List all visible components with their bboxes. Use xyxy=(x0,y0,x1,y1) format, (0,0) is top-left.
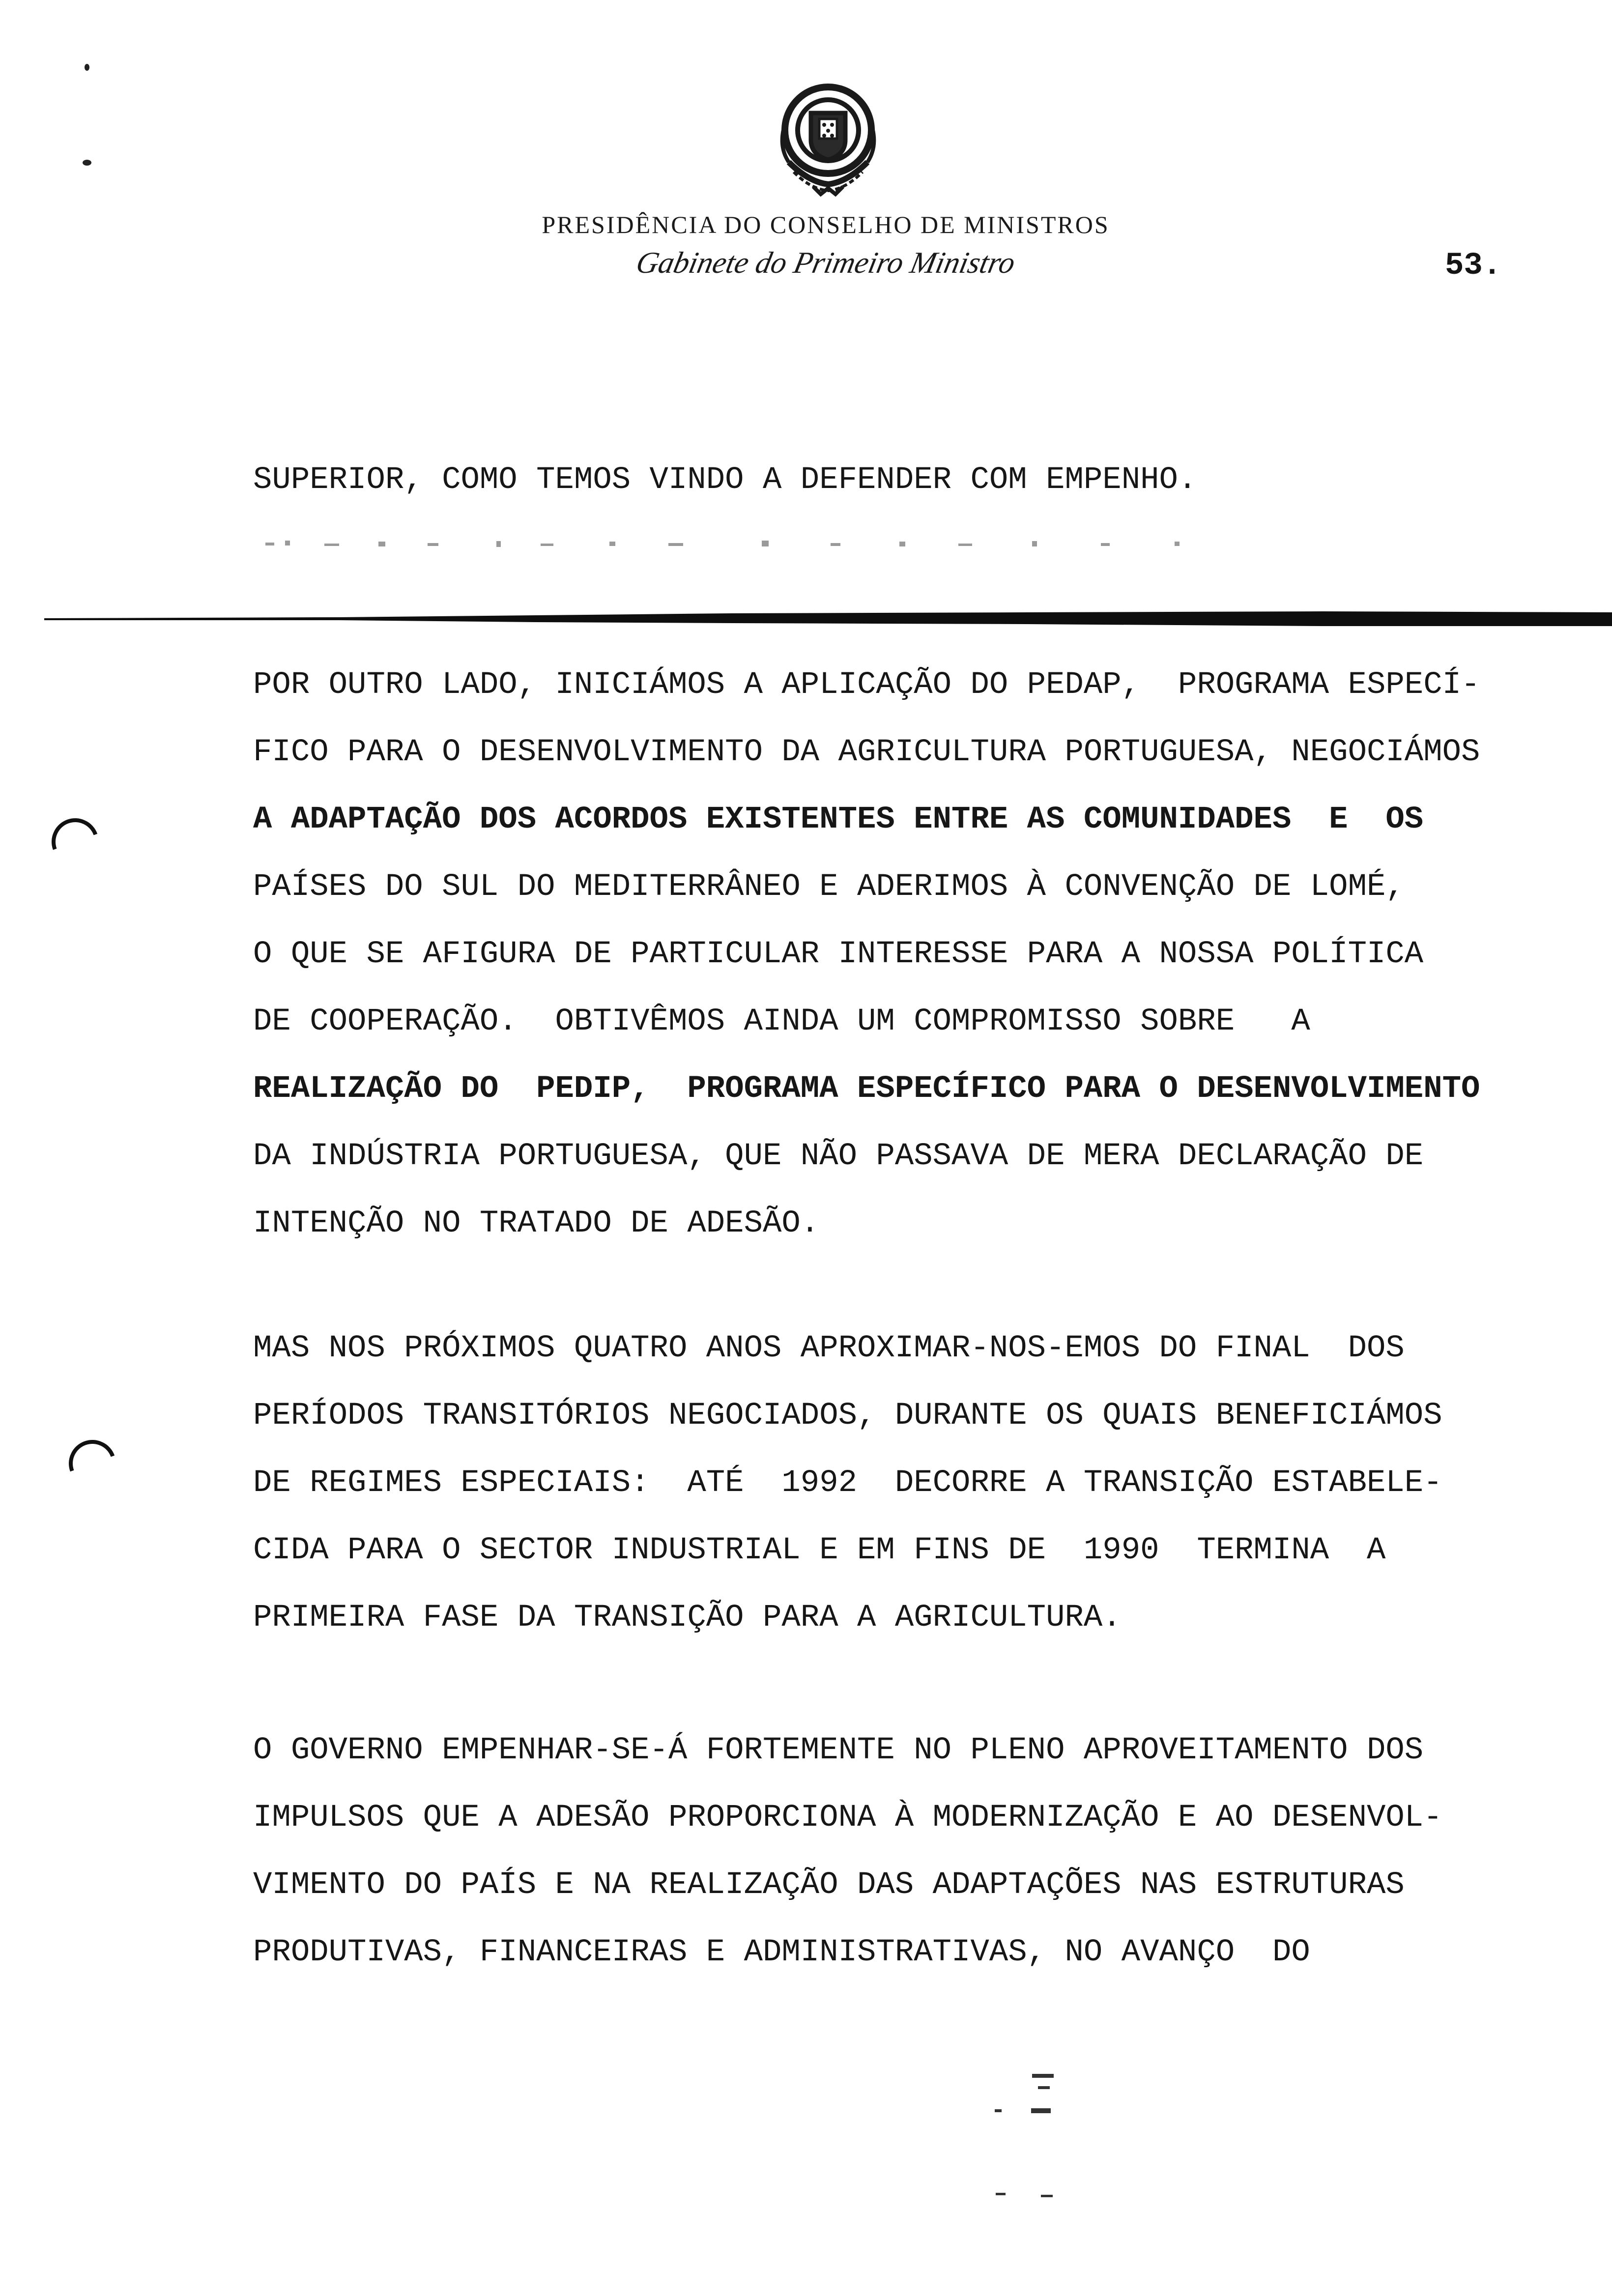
body-line: REALIZAÇÃO DO PEDIP, PROGRAMA ESPECÍFICO PARA O DESENVOLVIMENTO xyxy=(253,1071,1480,1107)
body-line: VIMENTO DO PAÍS E NA REALIZAÇÃO DAS ADAPTAÇÕES NAS ESTRUTURAS xyxy=(253,1867,1405,1903)
scan-speck xyxy=(995,2109,1002,2112)
scan-speck xyxy=(1038,2086,1050,2089)
body-line: CIDA PARA O SECTOR INDUSTRIAL E EM FINS DE 1990 TERMINA A xyxy=(253,1533,1386,1568)
coat-of-arms-icon xyxy=(764,74,892,201)
body-line: PRIMEIRA FASE DA TRANSIÇÃO PARA A AGRICULTURA. xyxy=(253,1600,1122,1636)
scan-speck xyxy=(996,2193,1006,2195)
scan-speck xyxy=(1041,2195,1053,2197)
scan-speck xyxy=(83,160,91,166)
body-line: A ADAPTAÇÃO DOS ACORDOS EXISTENTES ENTRE AS COMUNIDADES E OS xyxy=(253,802,1424,837)
body-line: DE COOPERAÇÃO. OBTIVÊMOS AINDA UM COMPROMISSO SOBRE A xyxy=(253,1004,1310,1039)
body-line: DE REGIMES ESPECIAIS: ATÉ 1992 DECORRE A TRANSIÇÃO ESTABELE- xyxy=(253,1465,1442,1501)
scan-speck xyxy=(85,64,89,71)
body-line: PERÍODOS TRANSITÓRIOS NEGOCIADOS, DURANTE OS QUAIS BENEFICIÁMOS xyxy=(253,1398,1442,1434)
body-line: SUPERIOR, COMO TEMOS VINDO A DEFENDER COM EMPENHO. xyxy=(253,462,1197,498)
margin-mark xyxy=(61,1432,124,1495)
organization-title: PRESIDÊNCIA DO CONSELHO DE MINISTROS xyxy=(542,211,1110,238)
body-line: O QUE SE AFIGURA DE PARTICULAR INTERESSE PARA A NOSSA POLÍTICA xyxy=(253,937,1424,972)
body-line: POR OUTRO LADO, INICIÁMOS A APLICAÇÃO DO PEDAP, PROGRAMA ESPECÍ- xyxy=(253,667,1480,703)
body-line: MAS NOS PRÓXIMOS QUATRO ANOS APROXIMAR-NOS-EMOS DO FINAL DOS xyxy=(253,1331,1405,1366)
scan-artifact-bar xyxy=(44,609,1612,629)
body-line: O GOVERNO EMPENHAR-SE-Á FORTEMENTE NO PLENO APROVEITAMENTO DOS xyxy=(253,1733,1424,1768)
faint-scan-residue xyxy=(265,536,1199,555)
body-line: PAÍSES DO SUL DO MEDITERRÂNEO E ADERIMOS À CONVENÇÃO DE LOMÉ, xyxy=(253,869,1405,905)
margin-mark xyxy=(44,810,107,873)
scan-speck xyxy=(1031,2108,1051,2113)
office-subtitle: Gabinete do Primeiro Ministro xyxy=(633,246,1018,280)
body-line: FICO PARA O DESENVOLVIMENTO DA AGRICULTURA PORTUGUESA, NEGOCIÁMOS xyxy=(253,735,1480,770)
body-line: IMPULSOS QUE A ADESÃO PROPORCIONA À MODERNIZAÇÃO E AO DESENVOL- xyxy=(253,1800,1442,1836)
page-number: 53. xyxy=(1445,248,1502,284)
body-line: PRODUTIVAS, FINANCEIRAS E ADMINISTRATIVAS, NO AVANÇO DO xyxy=(253,1935,1310,1970)
scan-speck xyxy=(1032,2074,1054,2078)
body-line: INTENÇÃO NO TRATADO DE ADESÃO. xyxy=(253,1206,820,1241)
body-line: DA INDÚSTRIA PORTUGUESA, QUE NÃO PASSAVA DE MERA DECLARAÇÃO DE xyxy=(253,1139,1424,1174)
